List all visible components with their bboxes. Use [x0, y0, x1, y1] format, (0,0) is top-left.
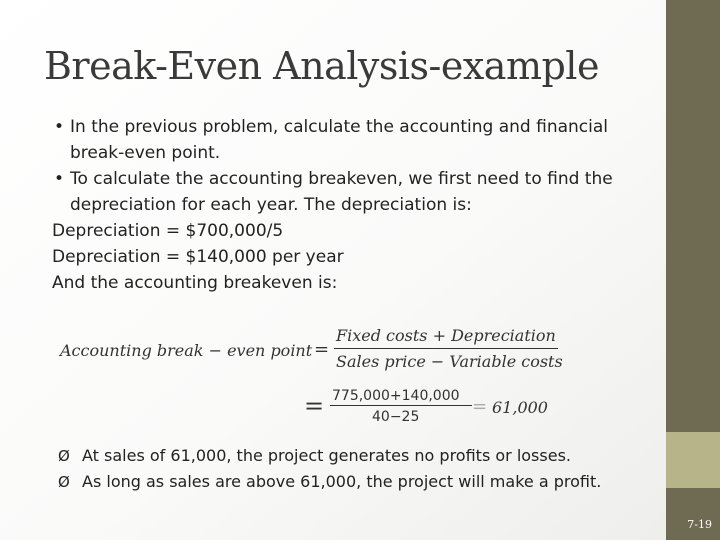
- depreciation-result-line: Depreciation = $140,000 per year: [52, 247, 344, 267]
- formula-denominator-values: 40−25: [372, 409, 420, 425]
- formula-equals: =: [304, 392, 325, 420]
- formula-equals: =: [314, 339, 330, 360]
- formula-lhs: Accounting break − even point: [60, 341, 313, 360]
- sidebar-decoration-top: [666, 0, 720, 432]
- bullet-text: To calculate the accounting breakeven, we first need to find the depreciation for each year. The depreciation is:: [70, 169, 613, 215]
- formula-equals: =: [472, 396, 488, 417]
- fraction-bar: [334, 348, 558, 349]
- conclusion-list: [58, 443, 658, 495]
- fraction-bar: [330, 405, 472, 406]
- page-number: 7-19: [687, 518, 712, 531]
- conclusion-item: [58, 443, 658, 469]
- arrow-bullet-icon: Ø: [58, 447, 70, 465]
- formula-numerator-values: 775,000+140,000: [332, 388, 460, 404]
- sidebar-decoration-middle: [666, 432, 720, 488]
- bullet-item: [52, 166, 652, 218]
- arrow-bullet-icon: Ø: [58, 473, 70, 491]
- conclusion-text: At sales of 61,000, the project generates no profits or losses.: [82, 446, 571, 465]
- slide-body: [52, 114, 652, 296]
- sidebar-decoration-bottom: [666, 488, 720, 540]
- bullet-item: [52, 114, 652, 166]
- bullet-dot-icon: •: [54, 169, 65, 189]
- formula-numerator: Fixed costs + Depreciation: [336, 326, 556, 345]
- breakeven-formula: [60, 322, 620, 425]
- slide-title: Break-Even Analysis-example: [44, 44, 599, 88]
- formula-result: 61,000: [492, 398, 548, 417]
- formula-denominator: Sales price − Variable costs: [336, 352, 563, 371]
- bullet-text: In the previous problem, calculate the accounting and financial break-even point.: [70, 117, 608, 163]
- breakeven-intro-line: And the accounting breakeven is:: [52, 273, 338, 293]
- depreciation-formula-line: Depreciation = $700,000/5: [52, 221, 284, 241]
- bullet-dot-icon: •: [54, 117, 65, 137]
- conclusion-item: [58, 469, 658, 495]
- conclusion-text: As long as sales are above 61,000, the project will make a profit.: [82, 472, 602, 491]
